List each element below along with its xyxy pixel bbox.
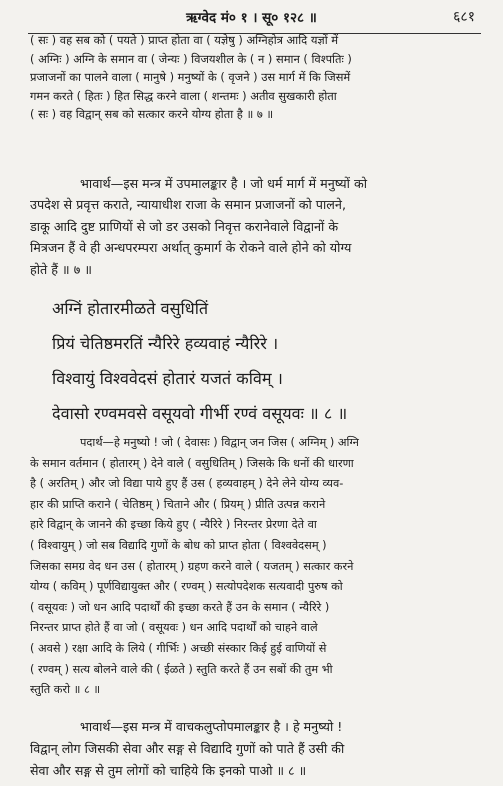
text-line: भावार्थ—इस मन्त्र में उपमालङ्कार है । जो धर्म मार्ग में मनुष्यों को (80, 176, 367, 191)
text-line: के समान वर्तमान ( होतारम् ) देने वाले ( वसुधितिम् ) जिसके कि धनों की धारणा (30, 456, 354, 470)
text-line: ( सः ) वह विद्वान् सब को सत्कार करने योग्य होता है ॥ ७ ॥ (30, 107, 274, 122)
text-line: ( अग्निः ) अग्नि के समान वा ( जेन्यः ) विजयशील के ( न ) समान ( विश्पतिः ) (30, 51, 352, 66)
bhavarth-8-paragraph (30, 716, 478, 782)
bhavarth-7-paragraph (30, 173, 478, 280)
text-line: ( वसूयवः ) जो धन आदि पदार्थों की इच्छा करते हैं उन के समान ( न्यैरिरे ) (30, 600, 330, 614)
text-line: सेवा और सङ्ग से तुम लोगों को चाहिये कि इनको पाओ ॥ ८ ॥ (30, 763, 307, 778)
text-line: उपदेश से प्रवृत्त कराते, न्यायाधीश राजा के समान प्रजाजनों को पालने, (30, 197, 346, 213)
text-line: गमन करते ( हितः ) हित सिद्ध करने वाला ( शन्तमः ) अतीव सुखकारी होता (30, 88, 337, 103)
text-line: स्तुति करो ॥ ८ ॥ (30, 683, 101, 697)
mantra-line: प्रियं चेतिष्ठमरतिं न्यैरिरे हव्यवाहं न्यैरिरे । (52, 334, 279, 353)
page-number: ६८१ (453, 9, 475, 25)
text-line: मित्रजन हैं वे ही अन्धपरम्परा अर्थात् कुमार्ग के रोकने वाले होने को योग्य (30, 240, 352, 256)
text-line: जिसका समग्र वेद धन उस ( होतारम् ) ग्रहण करने वाले ( यजतम् ) सत्कार करने (30, 559, 354, 573)
text-line: विद्वान् लोग जिसकी सेवा और सङ्ग से विद्यादि गुणों को पाते हैं उसी की (30, 741, 345, 756)
text-line: निरन्तर प्राप्त होते हैं वा जो ( वसूयवः ) धन आदि पदार्थों को चाहने वाले (30, 621, 318, 635)
padarth-paragraph (30, 433, 478, 701)
text-line: प्रजाजनों का पालने वाला ( मानुषे ) मनुष्यों के ( वृजने ) उस मार्ग में कि जिसमें (30, 70, 351, 85)
text-line: ( रण्वम् ) सत्य बोलने वाले की ( ईळते ) स्तुति करते हैं उन सबों की तुम भी (30, 662, 333, 676)
page-header (0, 6, 503, 28)
text-line: भावार्थ—इस मन्त्र में वाचकलुप्तोपमालङ्कार है । हे मनुष्यो ! (80, 719, 343, 734)
continued-paragraph (30, 31, 478, 124)
text-line: ( अवसे ) रक्षा आदि के लिये ( गीर्भिः ) अच्छी संस्कार किई हुई वाणियों से (30, 641, 327, 655)
text-line: योग्य ( कविम् ) पूर्णविद्यायुक्त और ( रण्वम् ) सत्योपदेशक सत्यवादी पुरुष को (30, 580, 343, 594)
mantra-line: अग्निं होतारमीळते वसुधितिं (52, 299, 209, 318)
text-line: डाकू आदि दुष्ट प्राणियों से जो डर उसको निवृत्त करानेवाले विद्वानों के (30, 218, 339, 234)
text-line: ( सः ) वह सब को ( पयते ) प्राप्त होता वा ( यज्ञेषु ) अग्निहोत्र आदि यज्ञों में (30, 33, 339, 47)
text-line: हार की प्राप्ति कराने ( चेतिष्ठम् ) चिताने और ( प्रियम् ) प्रीति उत्पन्न कराने (30, 497, 326, 511)
text-line: होते हैं ॥ ७ ॥ (30, 261, 92, 277)
text-line: हारे विद्वान् के जानने की इच्छा किये हुए ( न्यैरिरे ) निरन्तर प्रेरणा देते वा (30, 518, 317, 532)
mantra-line: विश्वायुं विश्ववेदसं होतारं यजतं कविम् । (52, 369, 283, 388)
running-head: ऋग्वेद मं० १ । सू० १२८ ॥ (186, 10, 317, 26)
text-line: ( विश्वायुम् ) जो सब विद्यादि गुणों के बोध को प्राप्त होता ( विश्ववेदसम् ) (30, 538, 327, 552)
mantra-line: देवासो रण्वमवसे वसूयवो गीर्भी रण्वं वसूयवः ॥ ८ ॥ (52, 404, 348, 423)
text-line: पदार्थ—हे मनुष्यो ! जो ( देवासः ) विद्वान् जन जिस ( अग्निम् ) अग्नि (80, 436, 359, 449)
text-line: है ( अरतिम् ) और जो विद्या पाये हुए हैं उस ( हव्यवाहम् ) देने लेने योग्य व्यव- (30, 477, 344, 491)
mantra-verse (52, 291, 482, 431)
